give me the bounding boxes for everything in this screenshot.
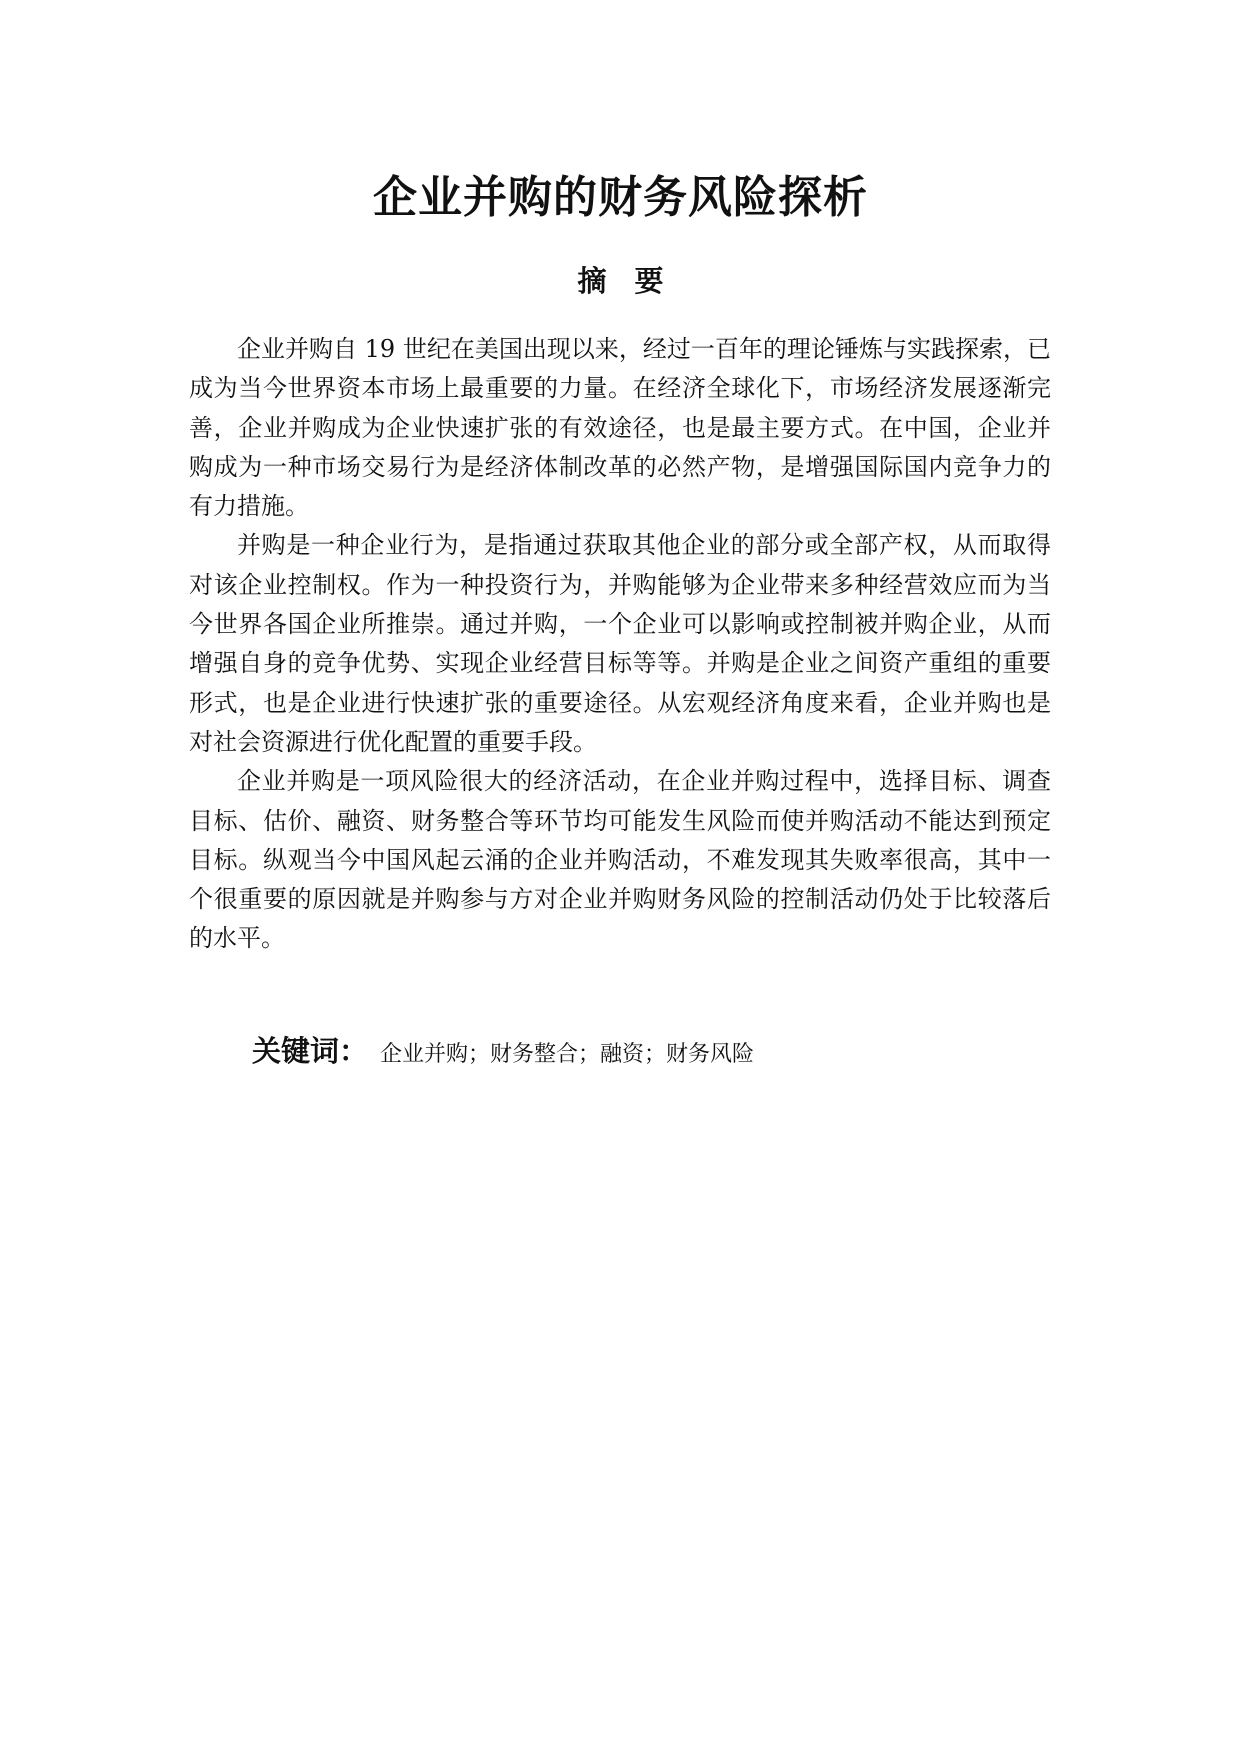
keywords-line [252,1030,754,1076]
abstract-paragraph-2: 并购是一种企业行为，是指通过获取其他企业的部分或全部产权，从而取得对该企业控制权。作为一种投资行为，并购能够为企业带来多种经营效应而为当今世界各国企业所推崇。通过并购，一个企业可以影响或控制被并购企业，从而增强自身的竞争优势、实现企业经营目标等等。并购是企业之间资产重组的重要形式，也是企业进行快速扩张的重要途径。从宏观经济角度来看，企业并购也是对社会资源进行优化配置的重要手段。 [189,531,1051,756]
keywords-label: 关键词： [252,1034,369,1068]
keywords-text: 企业并购；财务整合；融资；财务风险 [380,1042,755,1067]
abstract-paragraph-3: 企业并购是一项风险很大的经济活动，在企业并购过程中，选择目标、调查目标、估价、融资、财务整合等环节均可能发生风险而使并购活动不能达到预定目标。纵观当今中国风起云涌的企业并购活动，不难发现其失败率很高，其中一个很重要的原因就是并购参与方对企业并购财务风险的控制活动仍处于比较落后的水平。 [189,767,1051,953]
abstract-paragraph-1: 企业并购自 19 世纪在美国出现以来，经过一百年的理论锤炼与实践探索，已成为当今世界资本市场上最重要的力量。在经济全球化下，市场经济发展逐渐完善，企业并购成为企业快速扩张的有效途径，也是最主要方式。在中国，企业并购成为一种市场交易行为是经济体制改革的必然产物，是增强国际国内竞争力的有力措施。 [189,335,1051,521]
abstract-body [189,330,1051,959]
abstract-heading: 摘 要 [577,264,664,298]
paper-title: 企业并购的财务风险探析 [373,172,868,223]
